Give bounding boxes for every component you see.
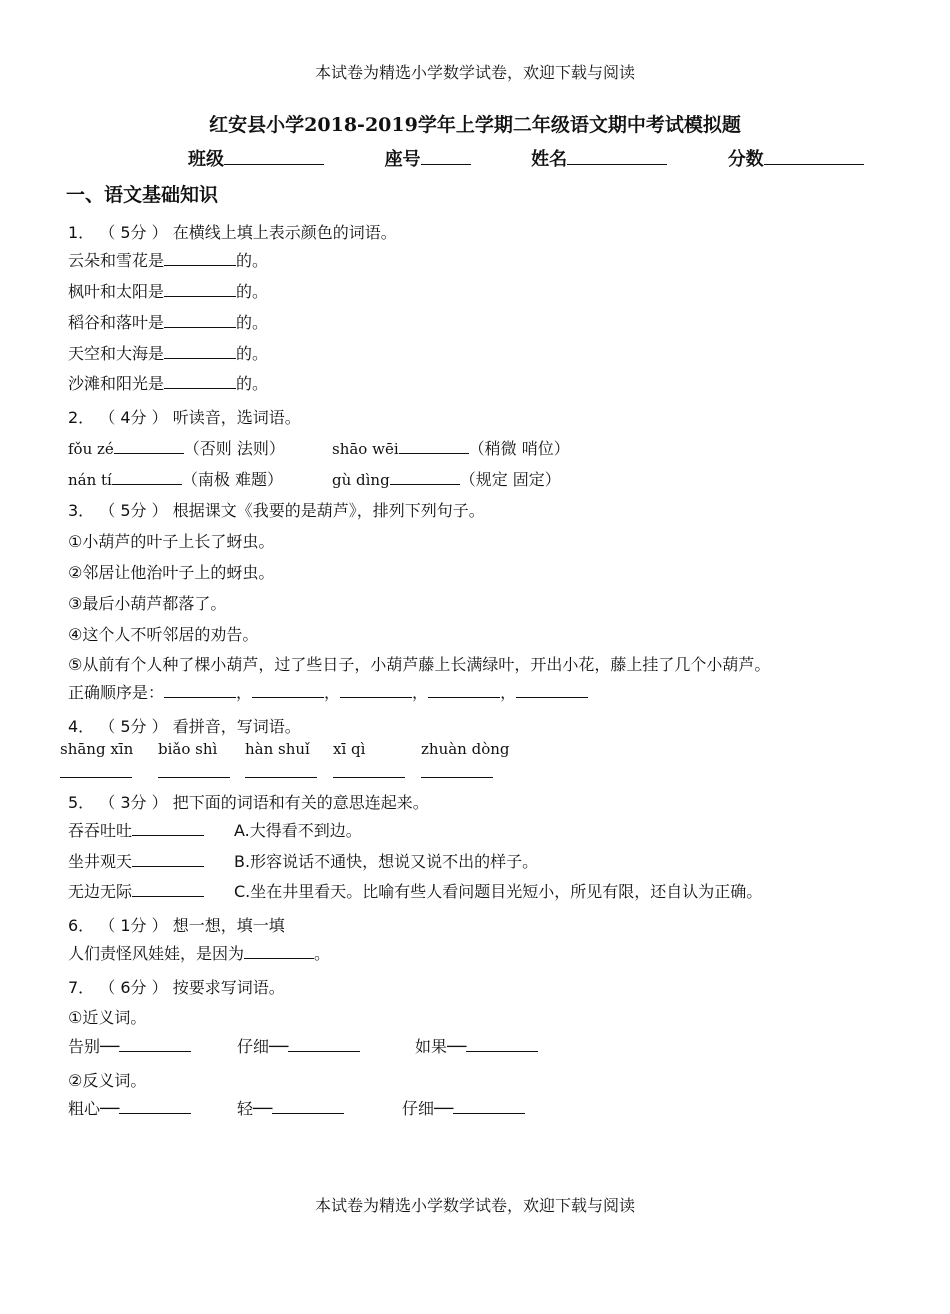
section-heading: 一、语文基础知识 <box>66 184 219 206</box>
q4-pinyin: hàn shuǐ <box>245 740 310 758</box>
q6-line: 人们责怪风娃娃，是因为 。 <box>68 944 331 963</box>
student-info-row <box>188 145 864 171</box>
answer-blank[interactable] <box>164 250 236 266</box>
answer-blank[interactable] <box>158 762 230 778</box>
class-label: 班级 <box>188 149 224 170</box>
q7-item: 仔细── <box>237 1034 360 1057</box>
q4-pinyin: shāng xīn <box>60 740 134 758</box>
score-blank[interactable] <box>764 149 864 165</box>
q2-item: nán tí （南极 难题） <box>68 470 283 489</box>
q4-stem: 4． （ 5分 ） 看拼音，写词语。 <box>68 717 301 736</box>
score-label: 分数 <box>727 149 764 170</box>
answer-blank[interactable] <box>164 281 236 297</box>
answer-blank[interactable] <box>164 682 236 698</box>
q5-meaning: A.大得看不到边。 <box>234 821 362 840</box>
seat-label: 座号 <box>384 149 421 170</box>
q7-synonym-label: ①近义词。 <box>68 1008 147 1027</box>
q5-row: 吞吞吐吐 <box>68 818 204 841</box>
answer-blank[interactable] <box>516 682 588 698</box>
q4-pinyin: zhuàn dòng <box>421 740 510 758</box>
q7-item: 粗心── <box>68 1096 191 1119</box>
q3-sentence: ②邻居让他治叶子上的蚜虫。 <box>68 563 275 582</box>
answer-blank[interactable] <box>245 762 317 778</box>
q7-stem: 7． （ 6分 ） 按要求写词语。 <box>68 978 285 997</box>
q2-item: gù dìng （规定 固定） <box>332 470 561 489</box>
q4-pinyin: xī qì <box>333 740 366 758</box>
answer-blank[interactable] <box>119 1098 191 1114</box>
answer-blank[interactable] <box>114 438 184 454</box>
answer-blank[interactable] <box>132 881 204 897</box>
name-label: 姓名 <box>531 149 568 170</box>
q3-sentence: ③最后小葫芦都落了。 <box>68 594 227 613</box>
q5-meaning: B.形容说话不通快，想说又说不出的样子。 <box>234 852 539 871</box>
answer-blank[interactable] <box>421 762 493 778</box>
q5-row: 坐井观天 <box>68 849 204 872</box>
q5-meaning: C.坐在井里看天。比喻有些人看问题目光短小，所见有限，还自认为正确。 <box>234 882 763 901</box>
page-header: 本试卷为精选小学数学试卷，欢迎下载与阅读 <box>314 63 635 82</box>
answer-blank[interactable] <box>453 1098 525 1114</box>
answer-blank[interactable] <box>132 820 204 836</box>
q3-stem: 3． （ 5分 ） 根据课文《我要的是葫芦》，排列下列句子。 <box>68 501 485 520</box>
q3-sentence: ①小葫芦的叶子上长了蚜虫。 <box>68 532 275 551</box>
q1-line: 沙滩和阳光是 的。 <box>68 374 269 393</box>
name-blank[interactable] <box>567 149 667 165</box>
answer-blank[interactable] <box>272 1098 344 1114</box>
q2-stem: 2． （ 4分 ） 听读音，选词语。 <box>68 408 301 427</box>
page-footer: 本试卷为精选小学数学试卷，欢迎下载与阅读 <box>314 1196 635 1215</box>
answer-blank[interactable] <box>244 943 314 959</box>
answer-blank[interactable] <box>164 312 236 328</box>
answer-blank[interactable] <box>390 469 460 485</box>
q7-item: 告别── <box>68 1034 191 1057</box>
q3-sentence: ⑤从前有个人种了棵小葫芦，过了些日子，小葫芦藤上长满绿叶，开出小花，藤上挂了几个小葫芦。 <box>68 655 771 674</box>
answer-blank[interactable] <box>340 682 412 698</box>
answer-blank[interactable] <box>466 1036 538 1052</box>
q7-item: 仔细── <box>402 1096 525 1119</box>
q3-order-row: 正确顺序是： ， ， ， ， <box>68 680 588 703</box>
answer-blank[interactable] <box>399 438 469 454</box>
answer-blank[interactable] <box>333 762 405 778</box>
answer-blank[interactable] <box>164 373 236 389</box>
q2-item: shāo wēi （稍微 哨位） <box>332 439 570 458</box>
answer-blank[interactable] <box>119 1036 191 1052</box>
q1-stem: 1． （ 5分 ） 在横线上填上表示颜色的词语。 <box>68 223 397 242</box>
q7-item: 如果── <box>415 1034 538 1057</box>
q1-line: 天空和大海是 的。 <box>68 344 269 363</box>
q6-stem: 6． （ 1分 ） 想一想，填一填 <box>68 916 285 935</box>
answer-blank[interactable] <box>428 682 500 698</box>
q5-stem: 5． （ 3分 ） 把下面的词语和有关的意思连起来。 <box>68 793 429 812</box>
answer-blank[interactable] <box>112 469 182 485</box>
q1-line: 枫叶和太阳是 的。 <box>68 282 269 301</box>
q5-row: 无边无际 <box>68 879 204 902</box>
class-blank[interactable] <box>224 149 324 165</box>
q4-pinyin: biǎo shì <box>158 740 218 758</box>
answer-blank[interactable] <box>164 343 236 359</box>
answer-blank[interactable] <box>132 851 204 867</box>
q1-line: 云朵和雪花是 的。 <box>68 251 269 270</box>
answer-blank[interactable] <box>288 1036 360 1052</box>
q7-antonym-label: ②反义词。 <box>68 1071 147 1090</box>
q1-line: 稻谷和落叶是 的。 <box>68 313 269 332</box>
q3-sentence: ④这个人不听邻居的劝告。 <box>68 625 259 644</box>
answer-blank[interactable] <box>60 762 132 778</box>
answer-blank[interactable] <box>252 682 324 698</box>
q2-item: fǒu zé （否则 法则） <box>68 439 285 458</box>
q7-item: 轻── <box>237 1096 344 1119</box>
seat-blank[interactable] <box>421 149 471 165</box>
exam-title: 红安县小学2018-2019学年上学期二年级语文期中考试模拟题 <box>209 114 741 136</box>
